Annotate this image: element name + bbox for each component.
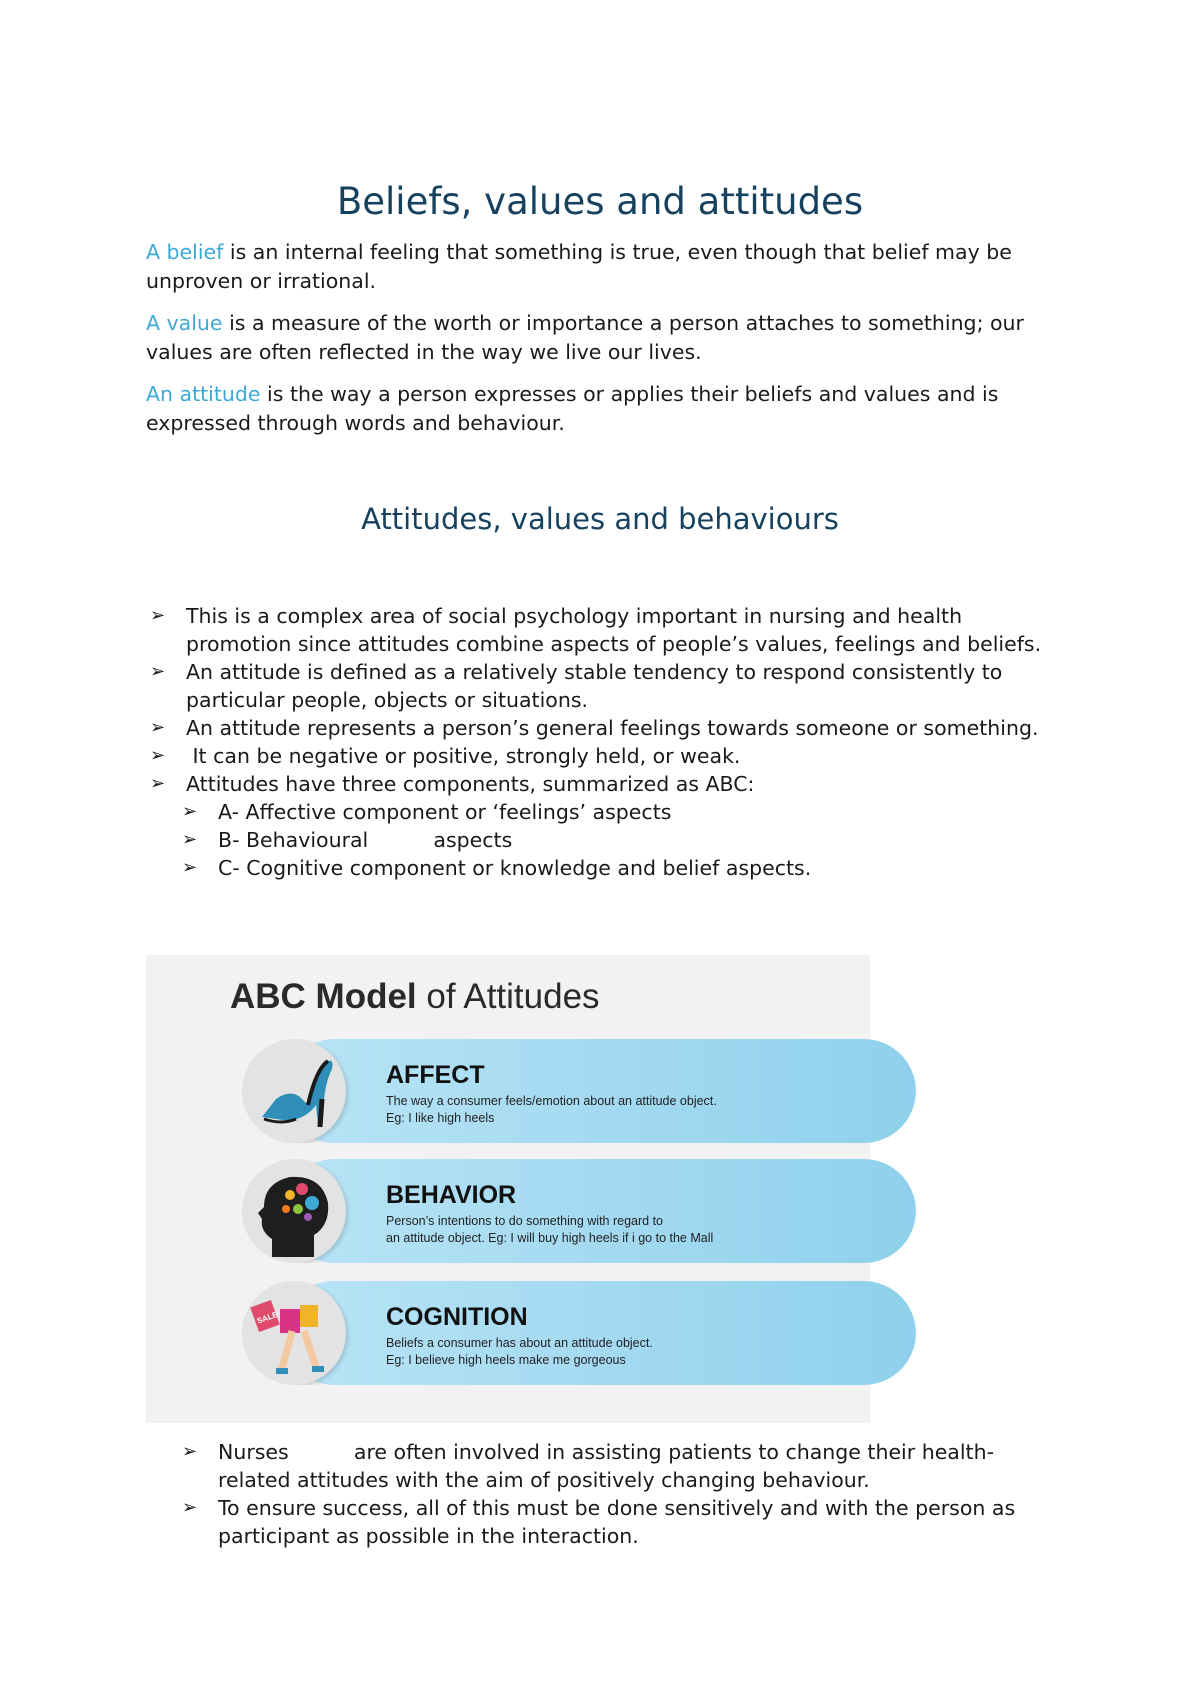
definition-attitude bbox=[146, 380, 1076, 437]
sub-list-item bbox=[146, 1438, 1066, 1494]
list-item bbox=[146, 714, 1066, 742]
bullet-list bbox=[146, 602, 1066, 882]
list-item-text: A- Affective component or ‘feelings’ aspects bbox=[218, 800, 672, 824]
figure-title bbox=[230, 977, 600, 1017]
definition-text: is the way a person expresses or applies their beliefs and values and is expressed through words and behaviour. bbox=[146, 382, 999, 435]
arrow-bullet-icon: ➢ bbox=[182, 1441, 198, 1462]
definition-belief bbox=[146, 238, 1076, 295]
sub-list-item bbox=[146, 1494, 1066, 1550]
list-item-text: C- Cognitive component or knowledge and belief aspects. bbox=[218, 856, 812, 880]
affect-card bbox=[242, 1039, 916, 1143]
card-heading: AFFECT bbox=[386, 1061, 485, 1089]
card-background bbox=[282, 1281, 916, 1385]
sub-list-item bbox=[146, 854, 1066, 882]
sub-bullet-list bbox=[146, 798, 1066, 882]
list-item bbox=[146, 770, 1066, 798]
list-item bbox=[146, 602, 1066, 658]
arrow-bullet-icon: ➢ bbox=[150, 661, 166, 682]
list-item-text: An attitude is defined as a relatively stable tendency to respond consistently to particular people, objects or situations. bbox=[186, 660, 1003, 712]
definitions bbox=[146, 238, 1076, 451]
card-heading: COGNITION bbox=[386, 1303, 528, 1331]
card-line: Eg: I like high heels bbox=[386, 1111, 495, 1125]
sub-list-item bbox=[146, 826, 1066, 854]
list-item bbox=[146, 658, 1066, 714]
shopping-legs-icon bbox=[242, 1281, 346, 1385]
page-title: Beliefs, values and attitudes bbox=[336, 180, 864, 223]
definition-text: is a measure of the worth or importance a person attaches to something; our values are often reflected in the way we live our lives. bbox=[146, 311, 1024, 364]
list-item-text: This is a complex area of social psychology important in nursing and health promotion since attitudes combine aspects of people’s values, feelings and beliefs. bbox=[186, 604, 1042, 656]
arrow-bullet-icon: ➢ bbox=[182, 829, 198, 850]
arrow-bullet-icon: ➢ bbox=[150, 717, 166, 738]
cognition-card bbox=[242, 1281, 916, 1385]
card-line: Eg: I believe high heels make me gorgeous bbox=[386, 1353, 626, 1367]
list-item-text: To ensure success, all of this must be done sensitively and with the person as participant as possible in the interaction. bbox=[218, 1496, 1016, 1548]
card-line: The way a consumer feels/emotion about an attitude object. bbox=[386, 1094, 717, 1108]
arrow-bullet-icon: ➢ bbox=[150, 745, 166, 766]
bullet-list-after-figure bbox=[146, 1438, 1066, 1550]
high-heel-icon bbox=[242, 1039, 346, 1143]
card-background bbox=[282, 1039, 916, 1143]
figure-title-rest: of Attitudes bbox=[416, 977, 600, 1016]
term-attitude: An attitude bbox=[146, 382, 261, 406]
definition-value bbox=[146, 309, 1076, 366]
arrow-bullet-icon: ➢ bbox=[182, 801, 198, 822]
arrow-bullet-icon: ➢ bbox=[150, 605, 166, 626]
card-background bbox=[282, 1159, 916, 1263]
list-item-text: Attitudes have three components, summarized as ABC: bbox=[186, 772, 755, 796]
section-heading: Attitudes, values and behaviours bbox=[361, 502, 839, 536]
figure-title-bold: ABC Model bbox=[230, 977, 417, 1016]
card-heading: BEHAVIOR bbox=[386, 1181, 517, 1209]
abc-model-figure bbox=[146, 955, 870, 1423]
card-line: Person’s intentions to do something with regard to bbox=[386, 1214, 664, 1228]
sub-list bbox=[146, 798, 1066, 882]
term-value: A value bbox=[146, 311, 223, 335]
card-description bbox=[386, 1093, 886, 1127]
list-item bbox=[146, 742, 1066, 770]
list-item-text: Nurses are often involved in assisting patients to change their health-related attitudes with the aim of positively changing behaviour. bbox=[218, 1440, 994, 1492]
list-item-text: An attitude represents a person’s general feelings towards someone or something. bbox=[186, 716, 1039, 740]
card-description bbox=[386, 1335, 886, 1369]
arrow-bullet-icon: ➢ bbox=[150, 773, 166, 794]
sale-tag: SALE bbox=[255, 1309, 279, 1326]
behavior-card bbox=[242, 1159, 916, 1263]
card-line: an attitude object. Eg: I will buy high heels if i go to the Mall bbox=[386, 1231, 714, 1245]
definition-text: is an internal feeling that something is true, even though that belief may be unproven or irrational. bbox=[146, 240, 1012, 293]
list-item-text: It can be negative or positive, strongly held, or weak. bbox=[186, 744, 741, 768]
term-belief: A belief bbox=[146, 240, 224, 264]
sub-list-item bbox=[146, 798, 1066, 826]
arrow-bullet-icon: ➢ bbox=[182, 857, 198, 878]
arrow-bullet-icon: ➢ bbox=[182, 1497, 198, 1518]
card-line: Beliefs a consumer has about an attitude object. bbox=[386, 1336, 653, 1350]
list-item-text: B- Behavioural aspects bbox=[218, 828, 513, 852]
card-description bbox=[386, 1213, 886, 1247]
head-gears-icon bbox=[242, 1159, 346, 1263]
